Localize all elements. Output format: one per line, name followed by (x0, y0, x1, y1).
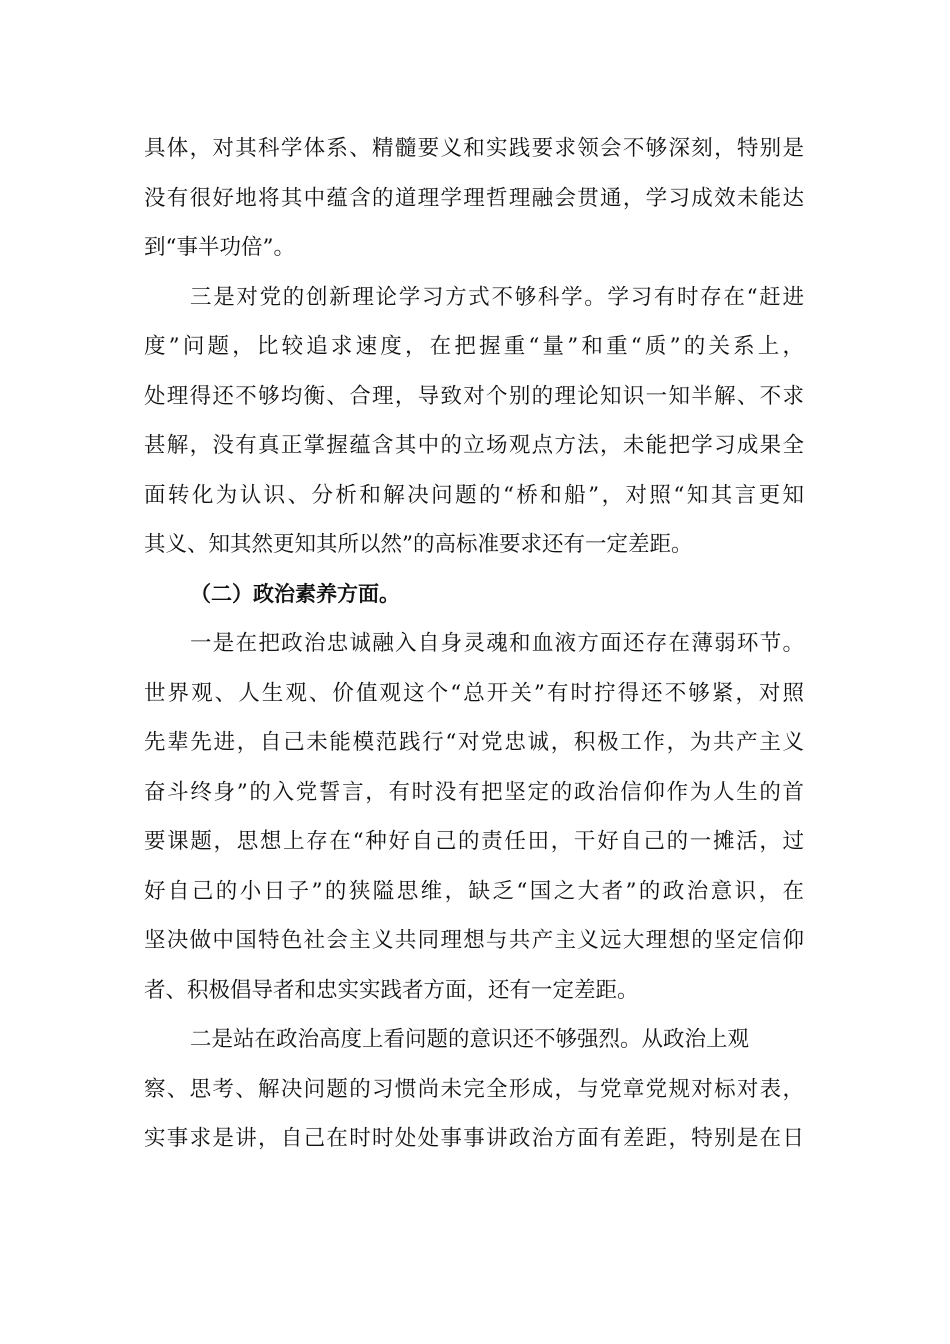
text-line: 实事求是讲，自己在时时处处事事讲政治方面有差距，特别是在日 (144, 1126, 804, 1151)
text-line: 到“事半功倍”。 (144, 235, 295, 260)
text-line: 具体，对其科学体系、精髓要义和实践要求领会不够深刻，特别是 (144, 136, 804, 161)
text-line: 其义、知其然更知其所以然”的高标准要求还有一定差距。 (144, 532, 693, 557)
text-line: 一是在把政治忠诚融入自身灵魂和血液方面还存在薄弱环节。 (190, 631, 804, 656)
text-line: 察、思考、解决问题的习惯尚未完全形成，与党章党规对标对表， (144, 1076, 804, 1102)
text-line: 二是站在政治高度上看问题的意识还不够强烈。从政治上观 (190, 1027, 750, 1052)
paragraph (144, 124, 804, 273)
paragraph (144, 1015, 804, 1164)
text-line: 者、积极倡导者和忠实实践者方面，还有一定差距。 (144, 977, 639, 1003)
text-line: 要课题，思想上存在“种好自己的责任田，干好自己的一摊活，过 (144, 829, 804, 854)
text-line: 好自己的小日子”的狭隘思维，缺乏“国之大者”的政治意识，在 (144, 878, 804, 904)
paragraph (144, 273, 804, 570)
text-line: 先辈先进，自己未能模范践行“对党忠诚，积极工作，为共产主义 (144, 730, 804, 755)
document-body (144, 124, 804, 1164)
text-line: 三是对党的创新理论学习方式不够科学。学习有时存在“赶进 (190, 284, 804, 310)
section-heading: （二）政治素养方面。 (190, 581, 400, 606)
text-line: 坚决做中国特色社会主义共同理想与共产主义远大理想的坚定信仰 (144, 928, 804, 953)
text-line: 度”问题，比较追求速度，在把握重“量”和重“质”的关系上， (144, 334, 804, 359)
text-line: 世界观、人生观、价值观这个“总开关”有时拧得还不够紧，对照 (144, 680, 804, 706)
paragraph (144, 619, 804, 1015)
section-heading-block (144, 570, 804, 620)
text-line: 没有很好地将其中蕴含的道理学理哲理融会贯通，学习成效未能达 (144, 185, 804, 211)
text-line: 面转化为认识、分析和解决问题的“桥和船”，对照“知其言更知 (144, 482, 804, 508)
text-line: 甚解，没有真正掌握蕴含其中的立场观点方法，未能把学习成果全 (144, 433, 804, 458)
text-line: 奋斗终身”的入党誓言，有时没有把坚定的政治信仰作为人生的首 (144, 779, 804, 805)
text-line: 处理得还不够均衡、合理，导致对个别的理论知识一知半解、不求 (144, 383, 804, 409)
